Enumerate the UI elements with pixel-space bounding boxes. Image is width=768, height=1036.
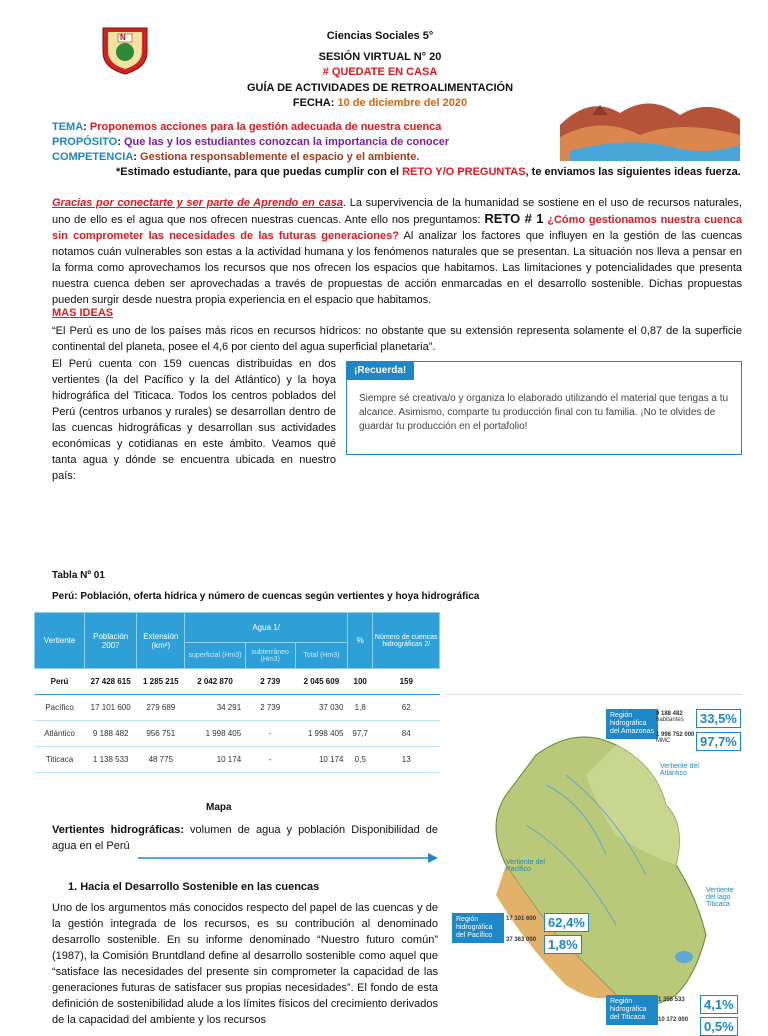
titicaca-mmc: 10 172 000 bbox=[658, 1017, 689, 1023]
intro-paragraph bbox=[52, 195, 742, 308]
recuerda-title: ¡Recuerda! bbox=[346, 361, 414, 380]
competencia-line: COMPETENCIA: Gestiona responsablemente el espacio y el ambiente. bbox=[52, 151, 420, 163]
table-cell: - bbox=[245, 747, 295, 773]
table-row bbox=[35, 695, 440, 721]
guide-title: GUÍA DE ACTIVIDADES DE RETROALIMENTACIÓN bbox=[246, 82, 514, 94]
section1-heading: 1. Hacia el Desarrollo Sostenible en las cuencas bbox=[68, 881, 320, 893]
table-cell: 17 101 600 bbox=[85, 695, 137, 721]
date-line bbox=[200, 97, 560, 109]
pacifico-pct1: 62,4% bbox=[544, 913, 589, 932]
titicaca-region: Región hidrográfica del Titicaca bbox=[606, 995, 658, 1025]
table-cell: 0,5 bbox=[347, 747, 373, 773]
table-cell: 2 739 bbox=[245, 669, 295, 695]
col-cuencas: Número de cuencas hidrográficas 2/ bbox=[373, 613, 440, 669]
tema-line: TEMA: Proponemos acciones para la gestión adecuada de nuestra cuenca bbox=[52, 121, 442, 133]
mas-ideas-heading: MAS IDEAS bbox=[52, 307, 114, 319]
amazonas-pct1: 33,5% bbox=[696, 709, 741, 728]
table-cell: 279 689 bbox=[137, 695, 185, 721]
atlantico-label: Vertiente del Atlántico bbox=[660, 763, 699, 777]
proposito-line: PROPÓSITO: Que las y los estudiantes conozcan la importancia de conocer bbox=[52, 136, 450, 148]
amazonas-hab-unit: habitantes bbox=[656, 717, 684, 723]
table-cell: Titicaca bbox=[35, 747, 85, 773]
tema-label: TEMA bbox=[52, 121, 84, 133]
amazonas-hab-value: 9 188 482 bbox=[656, 711, 683, 717]
table-cell: 1 285 215 bbox=[137, 669, 185, 695]
recuerda-text: Siempre sé creativa/o y organiza lo elaborado utilizando el material que tengas a tu alcance. Asimismo, comparte tu producción final con tu familia. ¡No te olvides de guardar tu producción en el portafolio! bbox=[359, 393, 729, 432]
titicaca-pct1: 4,1% bbox=[700, 995, 738, 1014]
table-cell: 34 291 bbox=[185, 695, 245, 721]
pacifico-mmc: 37 363 000 bbox=[506, 937, 537, 943]
amazonas-pct2: 97,7% bbox=[696, 732, 741, 751]
quote-paragraph: “El Perú es uno de los países más ricos en recursos hídricos: no obstante que su extensión representa solamente el 0,87 de la superficie continental del planeta, posee el 4,6 por ciento del agua superficial planetaria”. bbox=[52, 325, 742, 353]
table-cell: 1 998 405 bbox=[185, 721, 245, 747]
estimado-line bbox=[116, 166, 741, 178]
table-cell: 1 138 533 bbox=[85, 747, 137, 773]
amazonas-mmc bbox=[656, 732, 694, 744]
data-table bbox=[34, 612, 440, 773]
table-cell: 159 bbox=[373, 669, 440, 695]
section1-text: Uno de los argumentos más conocidos respecto del papel de las cuencas y de la gestión integrada de los recursos, es su contribución al denominado desarrollo sostenible. En su informe denominado “Nuestro futuro común” (1987), la Comisión Bruntdland define al desarrollo sostenible como aquel que “satisface las necesidades del presente sin comprometer la capacidad de las generaciones futuras de satisfacer sus propias necesidades”. El fondo de esta definición de sostenibilidad alude a los límites físicos del crecimiento derivados de la capacidad del ambiente y los recursos bbox=[52, 902, 438, 1026]
table-cell: 956 751 bbox=[137, 721, 185, 747]
titicaca-pct2: 0,5% bbox=[700, 1017, 738, 1036]
col-vertiente: Vertiente bbox=[35, 613, 85, 669]
table-row bbox=[35, 721, 440, 747]
table-cell: 9 188 482 bbox=[85, 721, 137, 747]
table-cell: Perú bbox=[35, 669, 85, 695]
school-logo bbox=[100, 24, 150, 76]
logo-letter: N bbox=[120, 33, 126, 42]
table-cell: 2 045 609 bbox=[295, 669, 347, 695]
mapa-title: Mapa bbox=[206, 802, 232, 813]
col-poblacion: Población 2007 bbox=[85, 613, 137, 669]
table-cell: 48 775 bbox=[137, 747, 185, 773]
landscape-illustration bbox=[560, 85, 740, 161]
mapa-text: volumen de agua y población Disponibilidad de agua en el Perú bbox=[52, 824, 438, 852]
proposito-label: PROPÓSITO bbox=[52, 136, 118, 148]
date-label: FECHA: bbox=[292, 97, 335, 109]
table-cell: 97,7 bbox=[347, 721, 373, 747]
table-cell: Pacífico bbox=[35, 695, 85, 721]
table-cell: 84 bbox=[373, 721, 440, 747]
table-cell: 10 174 bbox=[185, 747, 245, 773]
peru-map bbox=[446, 694, 742, 1034]
date-value: 10 de diciembre del 2020 bbox=[337, 97, 468, 109]
titicaca-label: Vertiente del lago Titicaca bbox=[706, 887, 734, 908]
table-cell: Atlántico bbox=[35, 721, 85, 747]
session-title: SESIÓN VIRTUAL N° 20 bbox=[318, 51, 442, 63]
table-row bbox=[35, 669, 440, 695]
estimado-a: *Estimado estudiante, para que puedas cumplir con el bbox=[116, 166, 403, 178]
arrow-icon bbox=[138, 850, 440, 866]
table-label: Tabla Nº 01 bbox=[52, 570, 105, 581]
proposito-value: Que las y los estudiantes conozcan la importancia de conocer bbox=[123, 136, 450, 148]
table-cell: 1 998 405 bbox=[295, 721, 347, 747]
pacifico-label: Vertiente del Pacífico bbox=[506, 859, 545, 873]
pacifico-region: Región hidrográfica del Pacífico bbox=[452, 913, 504, 943]
col-subterraneo: subterráneo (Hm3) bbox=[245, 643, 295, 669]
course-title: Ciencias Sociales 5° bbox=[326, 30, 434, 42]
col-total: Total (Hm3) bbox=[295, 643, 347, 669]
p1a: . La supervivencia de la humanidad se sostiene en el uso de recursos naturales, uno de ello es el agua que nos ofrecen nuestras cuencas. Ante ello nos preguntamos: bbox=[52, 197, 742, 226]
table-cell: - bbox=[245, 721, 295, 747]
table-cell: 2 739 bbox=[245, 695, 295, 721]
table-cell: 2 042 870 bbox=[185, 669, 245, 695]
reto-label: RETO # 1 bbox=[484, 211, 544, 226]
competencia-value: Gestiona responsablemente el espacio y el ambiente. bbox=[140, 151, 420, 163]
col-superficial: superficial (Hm3) bbox=[185, 643, 245, 669]
table-cell: 27 428 615 bbox=[85, 669, 137, 695]
table-title: Perú: Población, oferta hídrica y número de cuencas según vertientes y hoya hidrográfica bbox=[52, 591, 480, 602]
table-cell: 62 bbox=[373, 695, 440, 721]
p1b: Al analizar los factores que influyen en la gestión de las cuencas notamos cuán vulnerables son estas a la actividad humana y los fenómenos naturales que se presentan. La situación nos lleva a pensar en la forma como aprovechamos los recursos que nos ofrecen los espacios que habitamos. Las limitaciones y potencialidades que presenta nuestra cuenca deben ser aprovechadas a través de propuestas de acción enmarcadas en el desarrollo sostenible. Dichas propuestas pueden surgir desde nuestra propia experiencia en el espacio que habitamos. bbox=[52, 230, 742, 306]
col-percent: % bbox=[347, 613, 373, 669]
tema-value: Proponemos acciones para la gestión adecuada de nuestra cuenca bbox=[89, 121, 442, 133]
amazonas-mmc-value: 1 998 752 000 bbox=[656, 732, 695, 738]
gracias-text: Gracias por conectarte y ser parte de Aprendo en casa bbox=[52, 197, 343, 209]
table-row bbox=[35, 747, 440, 773]
estimado-b: , te enviamos las siguientes ideas fuerza. bbox=[525, 166, 741, 178]
table-cell: 37 030 bbox=[295, 695, 347, 721]
mapa-label: Vertientes hidrográficas: bbox=[52, 824, 184, 836]
table-cell: 13 bbox=[373, 747, 440, 773]
estimado-reto: RETO Y/O PREGUNTAS bbox=[402, 166, 526, 178]
col-agua: Agua 1/ bbox=[185, 613, 348, 643]
cuencas-paragraph: El Perú cuenta con 159 cuencas distribuidas en dos vertientes (la del Pacífico y la del Atlántico) y la hoya hidrográfica del Titicaca. Todos los centros poblados del Perú (centros urbanos y rurales) se desarrollan dentro de las cuencas hidrográficas y desarrollan sus actividades económicas y cotidianas en este ámbito. Veamos qué tanta agua y dónde se encuentra ubicada en nuestro país: bbox=[52, 358, 336, 482]
competencia-label: COMPETENCIA bbox=[52, 151, 134, 163]
table-cell: 10 174 bbox=[295, 747, 347, 773]
reto-question: ¿Cómo gestionamos nuestra cuenca sin comprometer las necesidades de las futuras generaciones? bbox=[52, 214, 743, 242]
amazonas-region: Región hidrográfica del Amazonas bbox=[606, 709, 658, 739]
recuerda-box bbox=[346, 361, 742, 455]
amazonas-mmc-unit: MMC bbox=[656, 738, 671, 744]
pacifico-pct2: 1,8% bbox=[544, 935, 582, 954]
titicaca-hab: 1 358 533 bbox=[658, 997, 685, 1003]
pacifico-hab: 17 101 600 bbox=[506, 916, 537, 922]
table-cell: 100 bbox=[347, 669, 373, 695]
hashtag: # QUEDATE EN CASA bbox=[322, 66, 438, 78]
table-cell: 1,8 bbox=[347, 695, 373, 721]
col-extension: Extensión (km²) bbox=[137, 613, 185, 669]
amazonas-hab bbox=[656, 711, 684, 723]
